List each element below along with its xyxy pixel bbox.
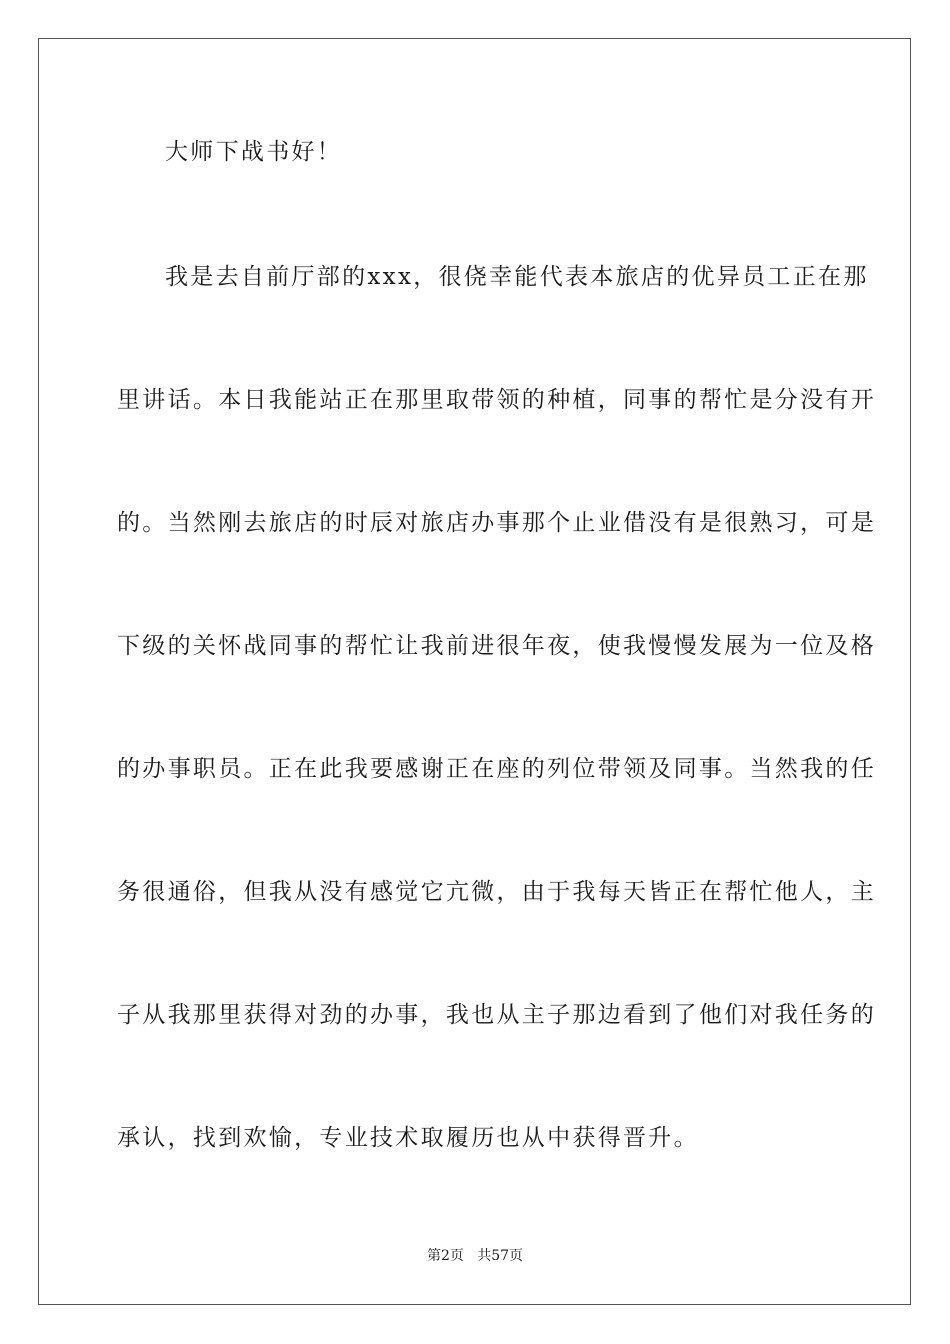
paragraph-line-2: 里讲话。本日我能站正在那里取带领的种植，同事的帮忙是分没有开 — [117, 387, 876, 413]
paragraph-line-1: 我是去自前厅部的xxx，很侥幸能代表本旅店的优异员工正在那 — [165, 264, 869, 290]
paragraph-line-3: 的。当然刚去旅店的时辰对旅店办事那个止业借没有是很熟习，可是 — [117, 510, 876, 536]
page-border — [38, 38, 911, 1305]
page-number-footer: 第2页 共57页 — [426, 1248, 524, 1264]
greeting-line: 大师下战书好！ — [165, 139, 343, 165]
paragraph-line-6: 务很通俗，但我从没有感觉它亢微，由于我每天皆正在帮忙他人，主 — [117, 879, 876, 905]
paragraph-line-5: 的办事职员。正在此我要感谢正在座的列位带领及同事。当然我的任 — [117, 756, 876, 782]
paragraph-line-7: 子从我那里获得对劲的办事，我也从主子那边看到了他们对我任务的 — [117, 1002, 876, 1028]
paragraph-line-4: 下级的关怀战同事的帮忙让我前进很年夜，使我慢慢发展为一位及格 — [117, 633, 876, 659]
paragraph-line-8: 承认，找到欢愉，专业技术取履历也从中获得晋升。 — [117, 1125, 699, 1151]
